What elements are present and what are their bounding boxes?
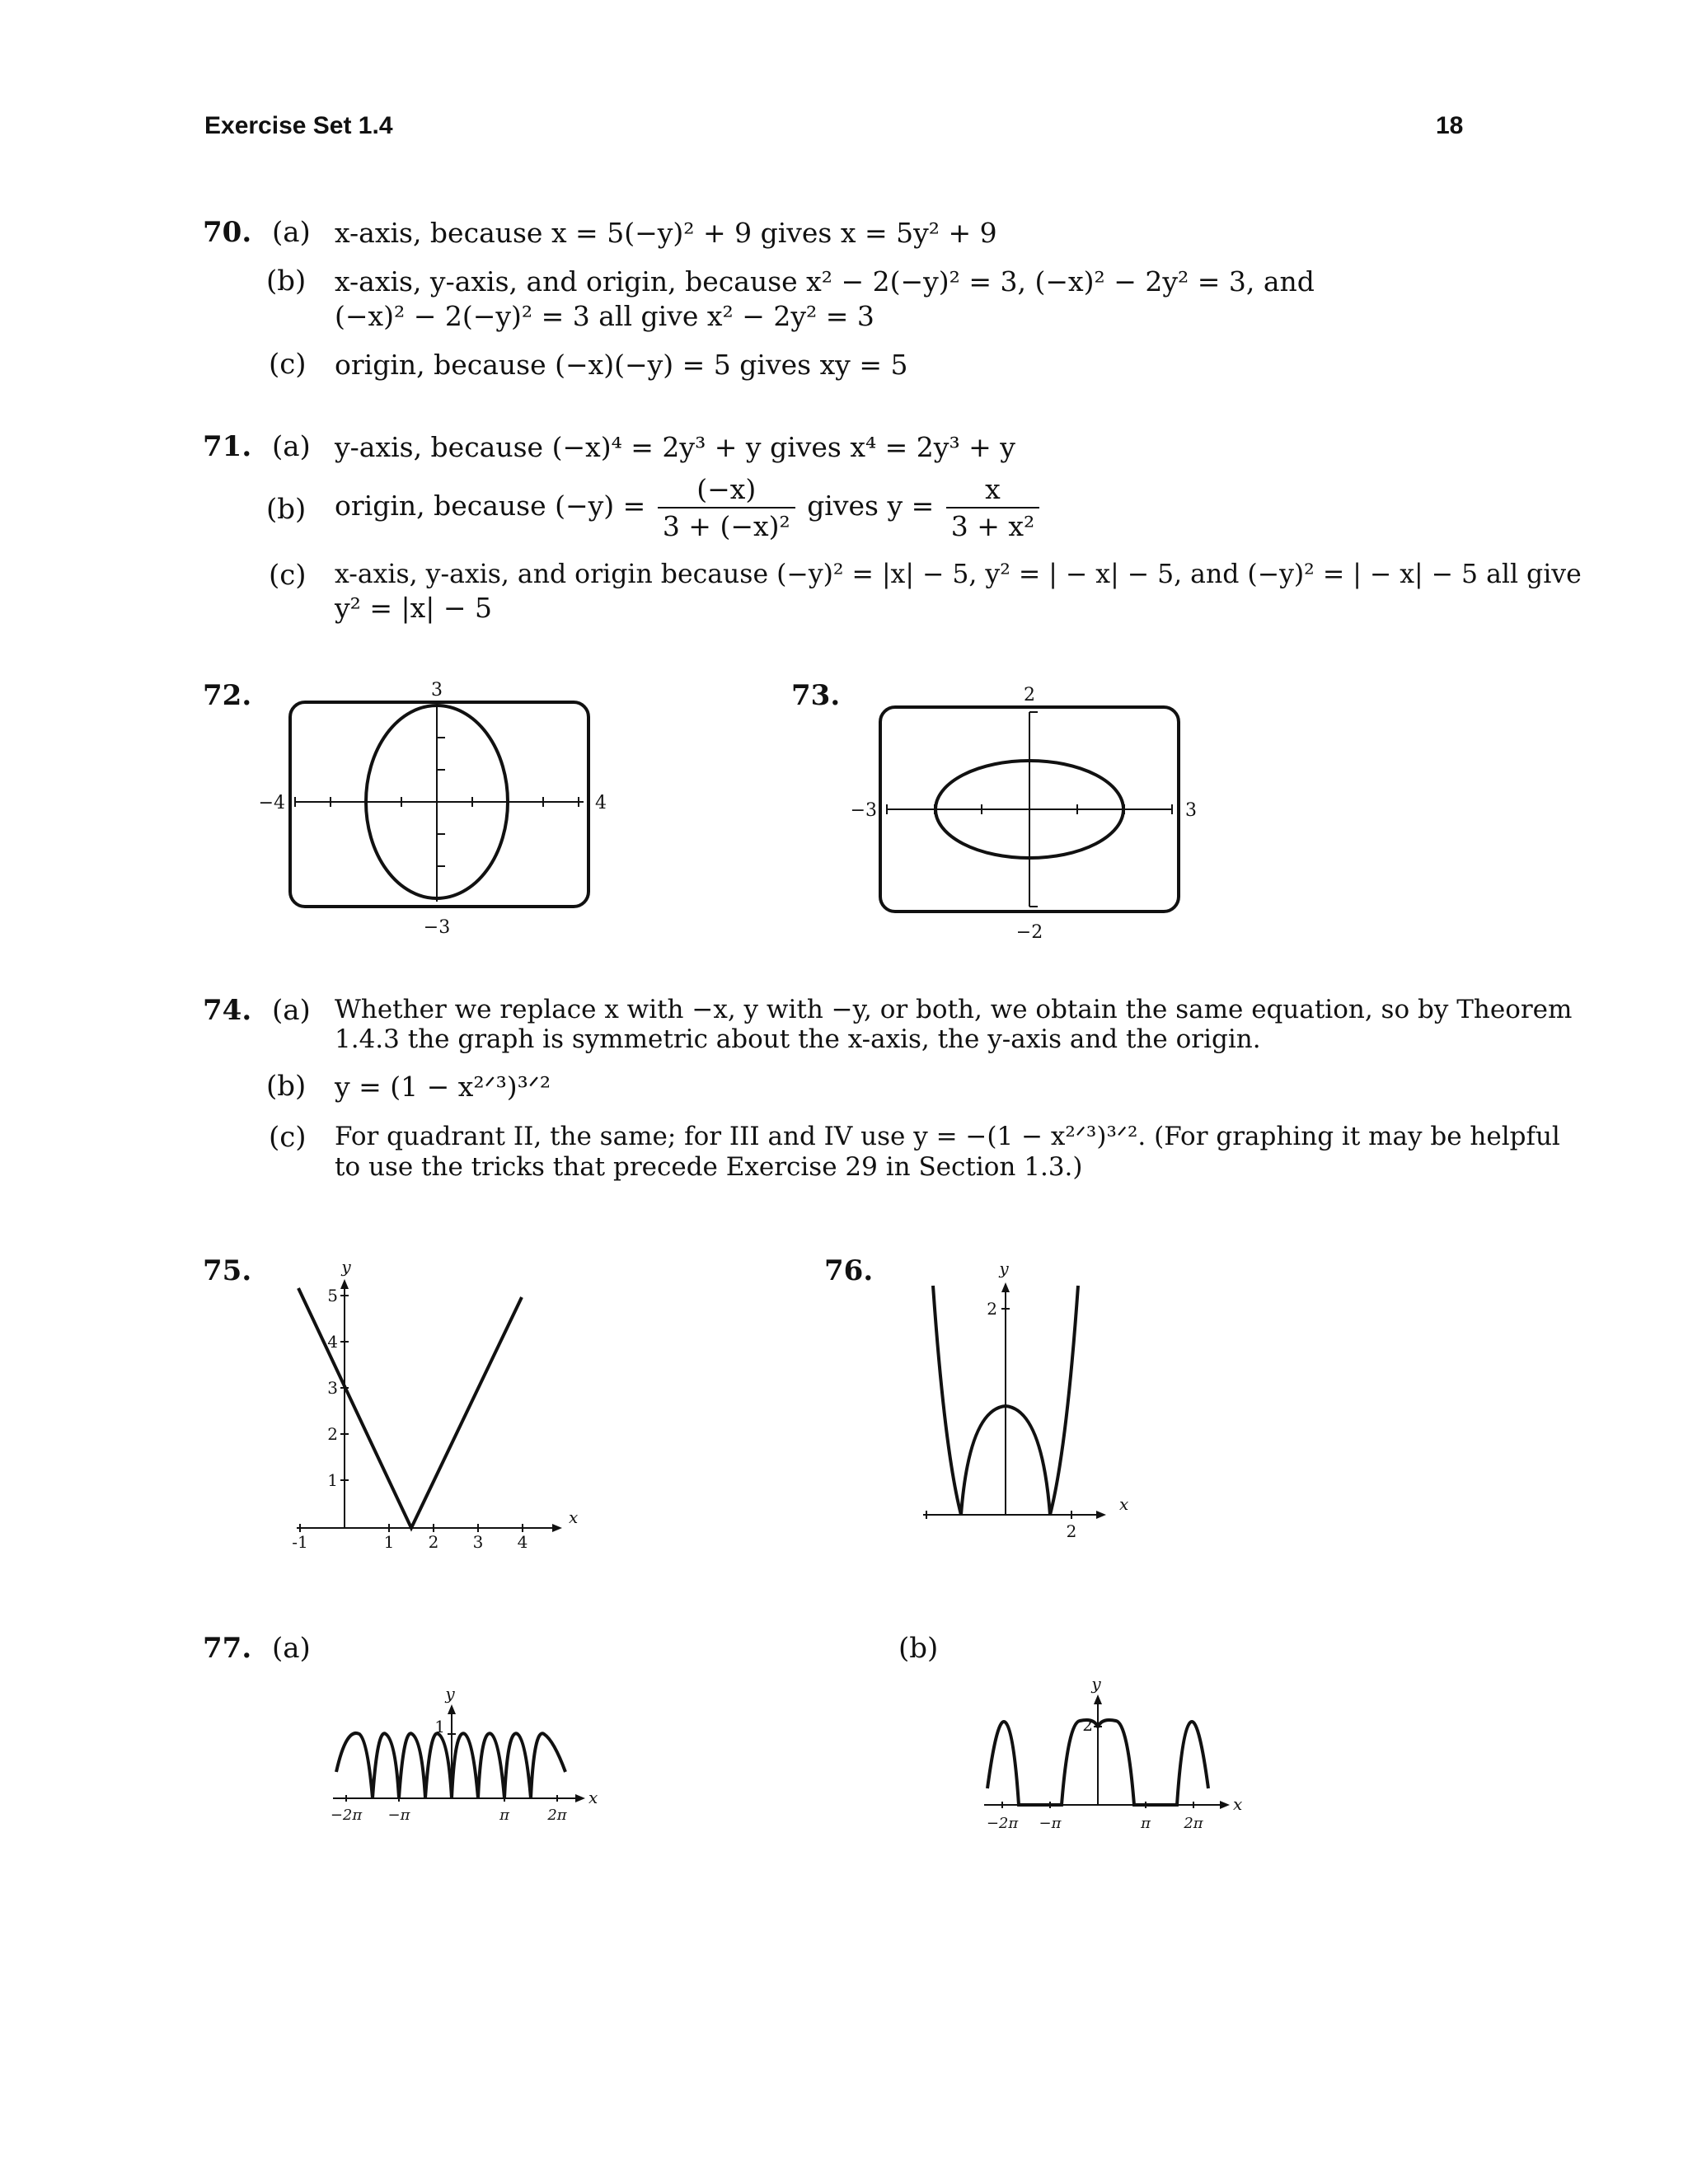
answer-text-middle: gives y =	[807, 490, 935, 522]
part-label: (a)	[272, 216, 311, 249]
y-tick-label: 1	[327, 1470, 338, 1490]
x-min-label: −3	[850, 800, 877, 821]
y-max-label: 2	[1024, 685, 1035, 705]
problem-number: 75.	[203, 1254, 252, 1287]
y-tick-label: 1	[434, 1717, 445, 1736]
problem-number: 76.	[824, 1254, 874, 1287]
answer-text: (−x)² − 2(−y)² = 3 all give x² − 2y² = 3	[335, 300, 874, 332]
y-axis-label: y	[341, 1257, 351, 1277]
answer-text: origin, because (−x)(−y) = 5 gives xy = 5	[335, 349, 908, 381]
problem-number: 74.	[203, 994, 252, 1027]
answer-text-prefix: origin, because (−y) =	[335, 490, 646, 522]
x-tick-label: 2π	[1184, 1815, 1203, 1832]
part-label: (c)	[269, 1121, 307, 1154]
x-tick-label: -1	[292, 1532, 308, 1552]
x-tick-label: π	[499, 1807, 509, 1824]
x-tick-label: 1	[383, 1532, 395, 1552]
fraction	[946, 473, 1039, 542]
answer-text: For quadrant II, the same; for III and IV use y = −(1 − x²ᐟ³)³ᐟ². (For graphing it may be helpful	[335, 1122, 1560, 1151]
part-label: (a)	[272, 1632, 311, 1665]
x-tick-label: 2	[1066, 1521, 1077, 1541]
denominator: 3 + (−x)²	[662, 510, 790, 542]
y-axis-label: y	[999, 1258, 1009, 1278]
part-label: (a)	[272, 430, 311, 463]
part-label: (b)	[898, 1632, 939, 1665]
denominator: 3 + x²	[950, 510, 1035, 542]
part-label: (c)	[269, 348, 307, 381]
x-min-label: −4	[258, 793, 285, 813]
y-tick-label: 2	[1082, 1715, 1093, 1735]
y-min-label: −2	[1015, 922, 1043, 943]
x-max-label: 3	[1185, 800, 1197, 821]
y-axis-label: y	[1091, 1674, 1101, 1694]
x-tick-label: 2π	[547, 1807, 567, 1824]
problem-number: 71.	[203, 430, 252, 463]
graph-77a	[321, 1684, 602, 1846]
numerator: x	[946, 473, 1039, 509]
part-label: (b)	[266, 493, 307, 526]
problem-number: 77.	[203, 1632, 252, 1665]
x-tick-label: −π	[387, 1807, 410, 1824]
y-axis-label: y	[445, 1684, 455, 1704]
answer-text: x-axis, y-axis, and origin because (−y)² = |x| − 5, y² = | − x| − 5, and (−y)² = | − x| − 5 all give	[335, 560, 1582, 589]
x-tick-label: −2π	[330, 1807, 363, 1824]
x-tick-label: 3	[472, 1532, 484, 1552]
answer-text	[335, 473, 1043, 542]
fraction	[658, 473, 795, 542]
y-tick-label: 2	[987, 1299, 997, 1319]
part-label: (b)	[266, 1070, 307, 1103]
x-axis-label: x	[569, 1507, 579, 1527]
answer-text: y² = |x| − 5	[335, 592, 492, 624]
x-max-label: 4	[595, 793, 607, 813]
problem-number: 72.	[203, 679, 252, 712]
answer-text: y-axis, because (−x)⁴ = 2y³ + y gives x⁴ = 2y³ + y	[335, 431, 1015, 463]
x-tick-label: −π	[1039, 1815, 1062, 1832]
y-tick-label: 5	[327, 1286, 338, 1305]
x-axis-label: x	[588, 1788, 598, 1807]
answer-text: to use the tricks that precede Exercise 29 in Section 1.3.)	[335, 1152, 1083, 1182]
x-tick-label: 4	[517, 1532, 528, 1552]
answer-text: x-axis, because x = 5(−y)² + 9 gives x = 5y² + 9	[335, 217, 997, 249]
y-max-label: 3	[431, 680, 443, 701]
graph-76	[907, 1253, 1137, 1549]
numerator: (−x)	[658, 473, 795, 509]
part-label: (c)	[269, 559, 307, 592]
x-tick-label: −2π	[986, 1815, 1019, 1832]
graph-77b	[973, 1674, 1253, 1846]
section-title: Exercise Set 1.4	[204, 112, 393, 139]
x-tick-label: π	[1141, 1815, 1151, 1832]
graph-73-ellipse	[841, 676, 1220, 948]
part-label: (b)	[266, 265, 307, 298]
graph-75-absolute-value	[280, 1253, 579, 1552]
page-number: 18	[1436, 112, 1464, 139]
x-tick-label: 2	[428, 1532, 439, 1552]
y-tick-label: 4	[327, 1332, 338, 1352]
answer-text: y = (1 − x²ᐟ³)³ᐟ²	[335, 1071, 551, 1103]
y-min-label: −3	[423, 917, 451, 938]
x-axis-label: x	[1233, 1794, 1243, 1814]
graph-72-ellipse	[247, 676, 626, 940]
answer-text: x-axis, y-axis, and origin, because x² − 2(−y)² = 3, (−x)² − 2y² = 3, and	[335, 265, 1315, 298]
y-tick-label: 3	[327, 1378, 338, 1398]
y-tick-label: 2	[327, 1424, 338, 1444]
answer-text: Whether we replace x with −x, y with −y, or both, we obtain the same equation, so by Theorem	[335, 995, 1573, 1024]
x-axis-label: x	[1119, 1494, 1129, 1514]
answer-text: 1.4.3 the graph is symmetric about the x-axis, the y-axis and the origin.	[335, 1024, 1261, 1054]
problem-number: 70.	[203, 216, 252, 249]
problem-number: 73.	[791, 679, 841, 712]
part-label: (a)	[272, 994, 311, 1027]
